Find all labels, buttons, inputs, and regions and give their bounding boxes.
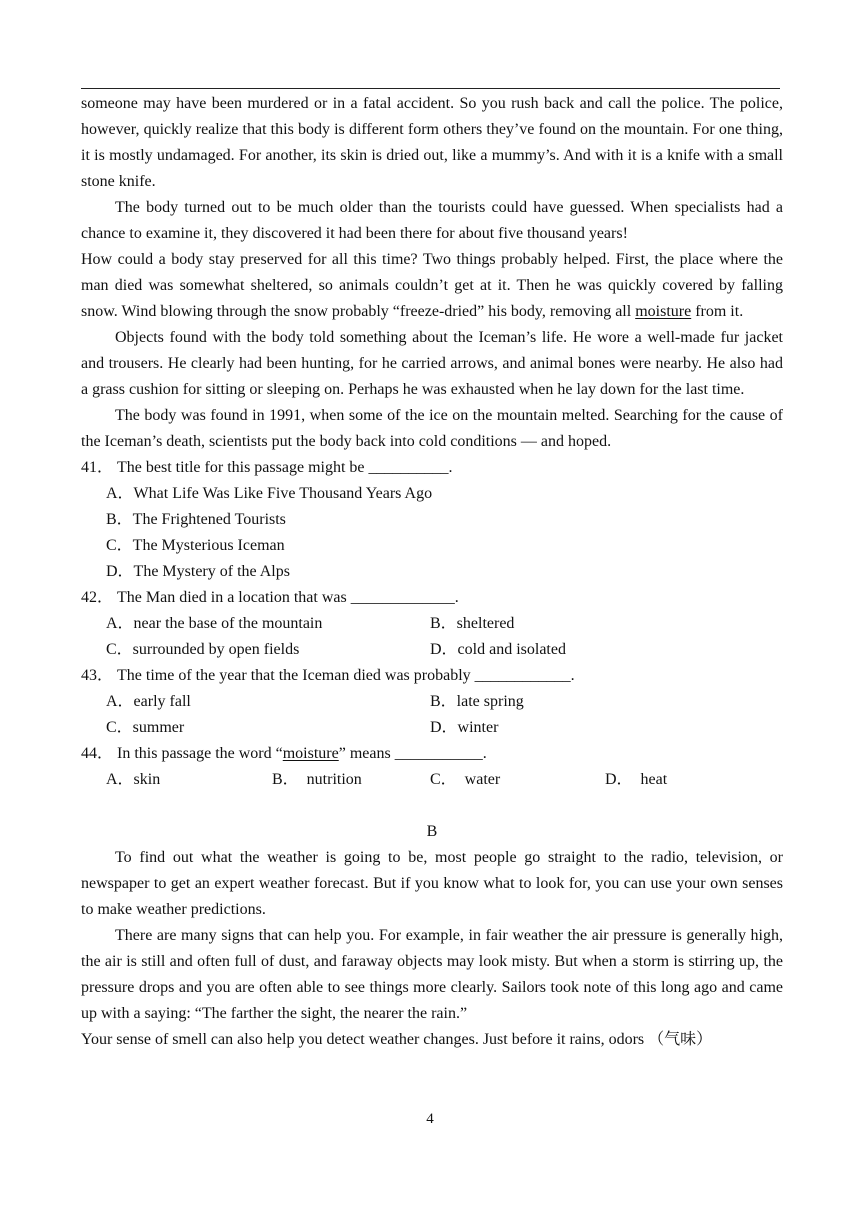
passage-b-heading: B (426, 823, 438, 840)
question-43-number: 43． (81, 667, 114, 684)
passage-b-paragraph-2: There are many signs that can help you. For example, in fair weather the air pressure is generally high, the air is still and often full of dust, and faraway objects may look misty. But when a storm is stirring up, the pressure drops and you are often able to see things more clearly. Sailors took note of this long ago and came up with a saying: “The farther the sight, the nearer the rain.” (81, 927, 783, 1022)
passage-a-paragraph-3-end: from it. (695, 303, 744, 320)
question-42-number: 42． (81, 589, 114, 606)
question-42-option-b[interactable]: B．sheltered (430, 615, 515, 632)
passage-a-paragraph-1: someone may have been murdered or in a fatal accident. So you rush back and call the police. The police, however, quickly realize that this body is different form others they’ve found on the mountain. For one thing, it is mostly undamaged. For another, its skin is dried out, like a mummy’s. And with it is a knife with a small stone knife. (81, 95, 783, 190)
question-44-option-c[interactable]: C． water (430, 771, 501, 788)
question-44-stem-after: ” means ___________. (338, 745, 487, 762)
question-44-options-row (81, 767, 783, 793)
question-43-option-c[interactable]: C．summer (106, 719, 185, 736)
question-41-option-c[interactable]: C．The Mysterious Iceman (106, 537, 285, 554)
question-42-option-a[interactable]: A．near the base of the mountain (106, 615, 323, 632)
header-rule (81, 88, 780, 89)
question-44-stem-before: In this passage the word “ (117, 745, 283, 762)
page-content (81, 91, 783, 1053)
question-41 (81, 455, 783, 481)
question-43-option-a[interactable]: A．early fall (106, 693, 191, 710)
question-43-options-row-2 (81, 715, 783, 741)
question-42 (81, 585, 783, 611)
question-42-option-c[interactable]: C．surrounded by open fields (106, 641, 300, 658)
question-43 (81, 663, 783, 689)
passage-a-paragraph-5: The body was found in 1991, when some of the ice on the mountain melted. Searching for the cause of the Iceman’s death, scientists put the body back into cold conditions — and hoped. (81, 407, 783, 450)
question-42-option-d[interactable]: D．cold and isolated (430, 641, 566, 658)
question-41-number: 41． (81, 459, 114, 476)
question-41-option-a[interactable]: A．What Life Was Like Five Thousand Years Ago (106, 485, 433, 502)
question-44-number: 44． (81, 745, 114, 762)
page-number: 4 (426, 1111, 434, 1127)
question-44-stem-word: moisture (282, 745, 339, 762)
question-44-option-b[interactable]: B． nutrition (272, 771, 362, 788)
question-43-stem: The time of the year that the Iceman died was probably ____________. (117, 667, 575, 684)
passage-a-paragraph-3 (81, 247, 783, 325)
question-42-options-row-1 (81, 611, 783, 637)
passage-b-paragraph-3: Your sense of smell can also help you detect weather changes. Just before it rains, odors （气味） (81, 1031, 713, 1048)
question-42-stem: The Man died in a location that was _____________. (117, 589, 459, 606)
question-44 (81, 741, 783, 767)
question-43-option-b[interactable]: B．late spring (430, 693, 524, 710)
question-43-option-d[interactable]: D．winter (430, 719, 499, 736)
question-41-option-b[interactable]: B．The Frightened Tourists (106, 511, 286, 528)
passage-a-paragraph-3-text: How could a body stay preserved for all this time? Two things probably helped. First, the place where the man died was somewhat sheltered, so animals couldn’t get at it. Then he was quickly covered by falling snow. Wind blowing through the snow probably “freeze-dried” his body, removing all (81, 251, 783, 320)
moisture-underlined-word: moisture (635, 303, 692, 320)
question-44-option-a[interactable]: A．skin (106, 771, 161, 788)
passage-a-paragraph-2: The body turned out to be much older than the tourists could have guessed. When specialists had a chance to examine it, they discovered it had been there for about five thousand years! (81, 199, 783, 242)
passage-a-paragraph-4: Objects found with the body told something about the Iceman’s life. He wore a well-made fur jacket and trousers. He clearly had been hunting, for he carried arrows, and animal bones were nearby. He also had a grass cushion for sitting or sleeping on. Perhaps he was exhausted when he lay down for the last time. (81, 329, 783, 398)
question-43-options-row-1 (81, 689, 783, 715)
question-44-option-d[interactable]: D． heat (605, 771, 668, 788)
passage-b-paragraph-1: To find out what the weather is going to be, most people go straight to the radio, television, or newspaper to get an expert weather forecast. But if you know what to look for, you can use your own senses to make weather predictions. (81, 849, 783, 918)
question-41-option-d[interactable]: D．The Mystery of the Alps (106, 563, 290, 580)
question-41-stem: The best title for this passage might be __________. (117, 459, 453, 476)
question-42-options-row-2 (81, 637, 783, 663)
